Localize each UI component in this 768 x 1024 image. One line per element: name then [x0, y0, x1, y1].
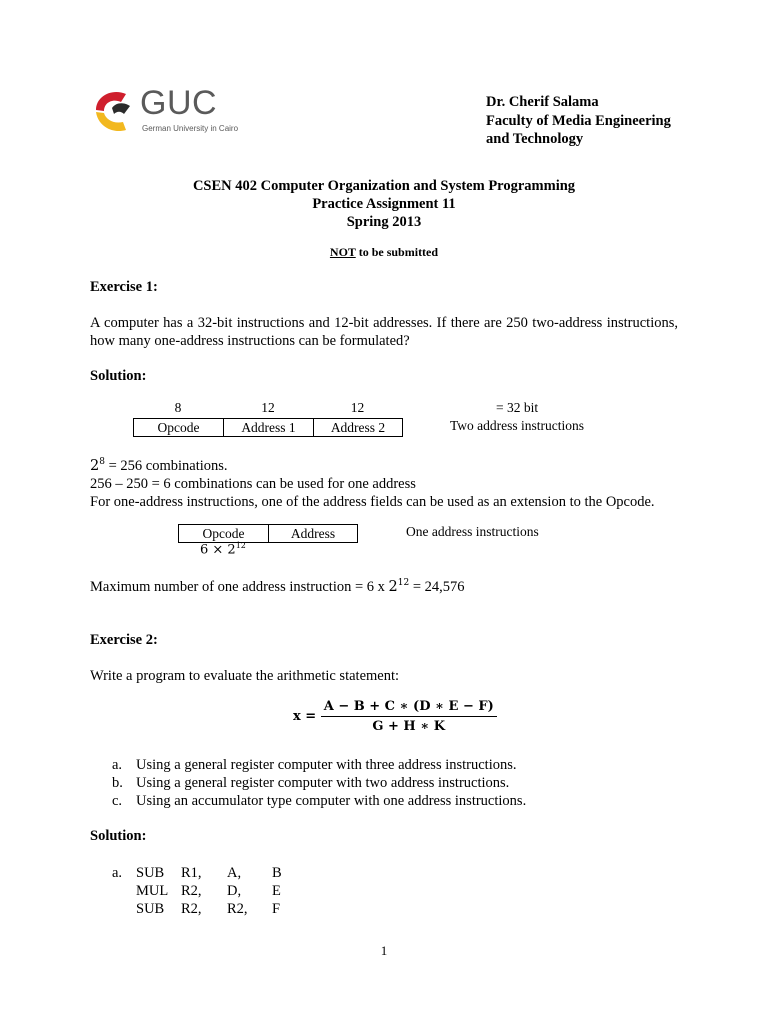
asm-op: SUB	[136, 901, 165, 917]
asm-line	[112, 882, 282, 900]
author-faculty: Faculty of Media Engineering	[486, 112, 671, 129]
list-item	[112, 756, 526, 774]
page-number: 1	[380, 943, 388, 958]
field-opcode: Opcode	[134, 419, 224, 437]
exercise-1-question: A computer has a 32-bit instructions and 12-bit addresses. If there are 250 two-address instructions, how many one-address instructions can be formulated?	[90, 315, 678, 349]
combinations-line	[90, 453, 655, 475]
exercise-2-solution-heading: Solution:	[90, 828, 147, 844]
document-titles	[0, 177, 768, 231]
asm-operand-1: R2,	[181, 901, 202, 917]
list-marker: c.	[112, 793, 123, 809]
remaining-line: 256 – 250 = 6 combinations can be used for one address	[90, 475, 416, 492]
list-item	[112, 774, 526, 792]
term-title: Spring 2013	[346, 214, 422, 230]
exercise-1-heading: Exercise 1:	[90, 279, 158, 295]
author-faculty-cont: and Technology	[486, 131, 584, 147]
formula-lhs: x =	[293, 709, 317, 724]
asm-operand-2: R2,	[227, 901, 248, 917]
field-address-1: Address 1	[224, 419, 314, 437]
list-marker: b.	[112, 775, 123, 791]
asm-operand-3: F	[272, 901, 281, 917]
asm-operand-1: R1,	[181, 865, 202, 881]
list-item	[112, 792, 526, 810]
assignment-title: Practice Assignment 11	[312, 196, 456, 212]
formula-numerator: A − B + C ∗ (D ∗ E − F)	[321, 699, 497, 717]
opcode-count-base: 6 × 2	[200, 542, 236, 558]
exercise-1-explanation	[90, 453, 655, 511]
max-instructions-line	[90, 578, 465, 596]
exercise-1-solution-heading: Solution:	[90, 368, 147, 384]
asm-operand-3: B	[272, 865, 282, 881]
asm-op: SUB	[136, 865, 165, 881]
combinations-text: = 256 combinations.	[104, 457, 228, 474]
max-base: 2	[388, 578, 398, 595]
asm-line	[112, 864, 282, 882]
logo-subtitle: German University in Cairo	[142, 124, 239, 133]
asm-operand-3: E	[272, 883, 281, 899]
extension-line: For one-address instructions, one of the address fields can be used as an extension to the Opcode.	[90, 493, 655, 510]
bits-total: = 32 bit	[496, 400, 539, 415]
asm-operand-2: A,	[227, 865, 242, 881]
note-rest: to be submitted	[355, 245, 439, 259]
max-prefix: Maximum number of one address instruction = 6 x	[90, 578, 389, 595]
author-block	[486, 93, 671, 149]
submission-note	[0, 245, 768, 260]
exercise-2-heading: Exercise 2:	[90, 632, 158, 648]
arithmetic-formula	[293, 699, 497, 734]
exercise-2-prompt: Write a program to evaluate the arithmetic statement:	[90, 668, 400, 684]
bits-address-2: 12	[350, 400, 365, 415]
bits-opcode: 8	[174, 400, 182, 415]
two-address-format	[133, 418, 403, 437]
list-marker: a.	[112, 757, 123, 773]
author-name: Dr. Cherif Salama	[486, 94, 599, 110]
note-emphasis: NOT	[329, 245, 356, 259]
field-opcode-one: Opcode	[179, 525, 269, 543]
opcode-count-exp: 12	[235, 541, 246, 550]
formula-denominator: G + H ∗ K	[372, 719, 446, 734]
exercise-2-items	[112, 756, 526, 810]
logo-wordmark: GUC	[140, 84, 218, 122]
field-address-one: Address	[269, 525, 358, 543]
field-address-2: Address 2	[314, 419, 403, 437]
one-address-caption: One address instructions	[406, 524, 539, 539]
asm-op: MUL	[136, 883, 169, 899]
formula-fraction	[321, 699, 497, 734]
asm-operand-1: R2,	[181, 883, 202, 899]
bits-address-1: 12	[261, 400, 275, 415]
two-address-caption: Two address instructions	[450, 418, 585, 433]
solution-marker: a.	[112, 865, 123, 881]
list-text: Using an accumulator type computer with one address instructions.	[136, 793, 527, 809]
max-suffix: = 24,576	[409, 578, 465, 595]
pow-base: 2	[90, 457, 100, 474]
pow-exp: 8	[99, 457, 105, 467]
list-text: Using a general register computer with two address instructions.	[136, 775, 510, 791]
opcode-count	[200, 541, 246, 557]
course-title: CSEN 402 Computer Organization and System Programming	[192, 178, 576, 194]
assembly-solution	[112, 864, 282, 918]
list-text: Using a general register computer with three address instructions.	[136, 757, 517, 773]
max-exp: 12	[397, 578, 410, 588]
asm-line	[112, 900, 282, 918]
asm-operand-2: D,	[227, 883, 242, 899]
